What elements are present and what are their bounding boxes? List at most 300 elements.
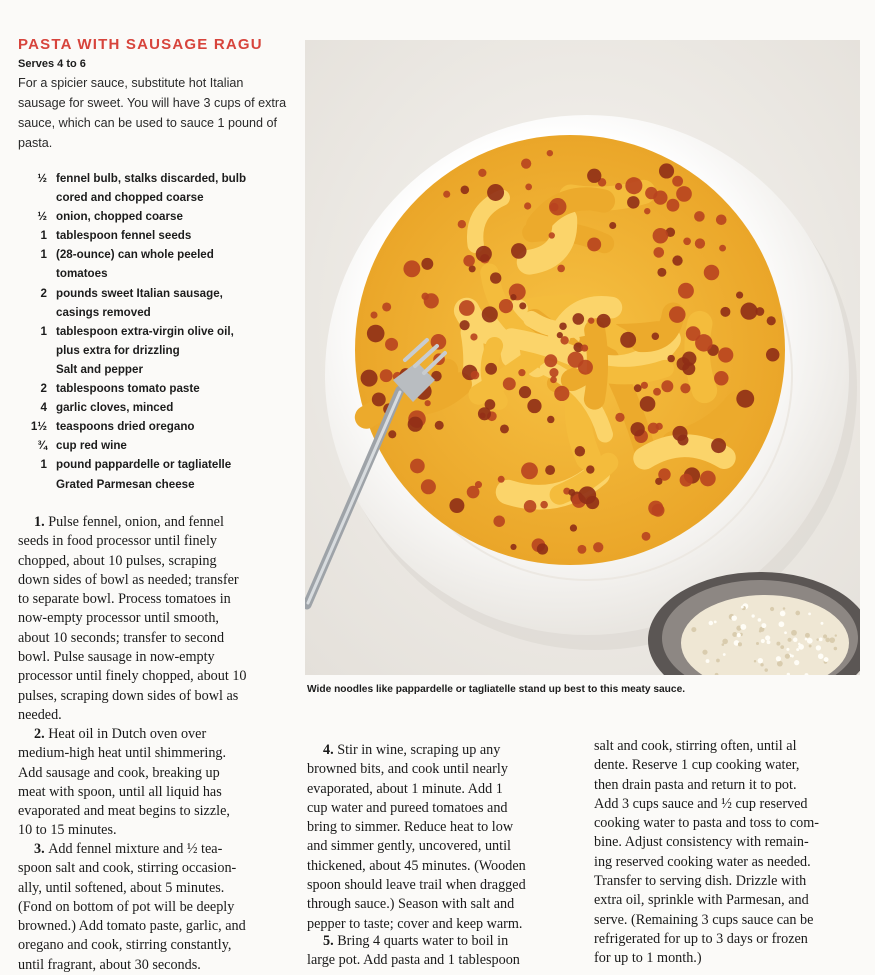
step-line: browned bits, and cook until nearly [307,761,508,778]
step-line: 2. Heat oil in Dutch oven over [34,726,207,742]
sausage-crumble [578,486,596,504]
sausage-crumble [609,222,616,229]
step-line: Transfer to serving dish. Drizzle with [594,873,807,890]
sausage-crumble [370,312,377,319]
ingredient-text: tablespoons tomato paste [56,382,200,396]
sausage-crumble [510,294,516,300]
parmesan-fleck [798,644,804,650]
step-line: 10 to 15 minutes. [18,822,117,839]
step-line: ing reserved cooking water as needed. [594,853,811,870]
ingredient-line [18,360,298,379]
sausage-crumble [648,501,663,516]
ingredient-quantity [18,360,56,379]
sausage-crumble [549,368,558,377]
pasta-ribbon [594,330,597,399]
parmesan-fleck [758,618,762,622]
step-line: cooking water to pasta and toss to com- [594,815,819,832]
sausage-crumble [625,177,642,194]
instruction-step [307,932,587,971]
instruction-step-continued [594,737,872,969]
sausage-crumble [460,320,470,330]
parmesan-fleck [779,621,785,627]
parmesan-fleck [821,622,824,625]
sausage-crumble [652,333,659,340]
parmesan-fleck [761,623,766,628]
ingredient-quantity: ¾ [37,439,47,453]
ingredient-quantity: 4 [40,401,47,415]
sausage-crumble [559,322,567,330]
sausage-crumble [537,543,548,554]
sausage-crumble [676,186,692,202]
sausage-crumble [667,355,674,362]
sausage-crumble [470,333,477,340]
parmesan-fleck [741,606,744,609]
step-line: processor until finely chopped, about 10 [18,668,247,685]
sausage-crumble [519,302,526,309]
parmesan-fleck [709,621,714,626]
parmesan-fleck [809,645,812,648]
ingredient-quantity: 1½ [30,420,47,434]
sausage-crumble [640,396,656,412]
ingredient-text: fennel bulb, stalks discarded, bulb [56,172,247,185]
step-line: until fragrant, about 30 seconds. [18,956,201,973]
step-line: pepper to taste; cover and keep warm. [307,915,523,932]
step-number: 5. [323,933,338,949]
sausage-crumble [575,446,585,456]
step-number: 4. [323,742,338,758]
sausage-crumble [766,348,779,361]
parmesan-fleck [764,668,767,671]
parmesan-fleck [794,660,799,665]
sausage-crumble [586,465,594,473]
ingredient-text: cored and chopped coarse [56,191,204,205]
sausage-crumble [554,386,569,401]
sausage-crumble [680,383,690,393]
parmesan-fleck [732,632,737,637]
parmesan-fleck [760,663,763,666]
sausage-crumble [471,371,480,380]
parmesan-fleck [793,638,797,642]
step-number: 1. [34,514,49,530]
step-line: serve. (Remaining 3 cups sauce can be [594,911,814,928]
step-line: now-empty processor until smooth, [18,610,219,627]
sausage-crumble [425,400,431,406]
sausage-crumble [642,532,651,541]
parmesan-fleck [795,611,800,616]
parmesan-fleck [756,642,759,645]
sausage-crumble [499,299,513,313]
parmesan-fleck [786,648,789,651]
sausage-crumble [549,232,555,238]
parmesan-fleck [737,633,741,637]
step-line: to separate bowl. Process tomatoes in [18,591,231,608]
ingredient-text: garlic cloves, minced [56,401,174,415]
sausage-crumble [557,265,565,273]
ingredient-quantity: 2 [40,286,47,300]
sausage-crumble [544,354,557,367]
sausage-crumble [653,228,669,244]
sausage-crumble [490,272,501,283]
parmesan-fleck [808,613,811,616]
step-line: (Fond on bottom of pot will be deeply [18,898,235,915]
sausage-crumble [578,360,593,375]
instruction-step [18,725,303,841]
sausage-crumble [549,198,566,215]
sausage-crumble [521,462,538,479]
sausage-crumble [385,338,398,351]
sausage-crumble [519,386,531,398]
step-line: large pot. Add pasta and 1 tablespoon [307,952,520,969]
ingredient-quantity [18,264,56,283]
sausage-crumble [593,542,603,552]
sausage-crumble [524,500,537,513]
sausage-crumble [653,388,661,396]
sausage-crumble [700,471,716,487]
sausage-crumble [408,417,423,432]
sausage-crumble [421,258,433,270]
parmesan-fleck [823,634,827,638]
sausage-crumble [511,243,527,259]
sausage-crumble [711,438,726,453]
sausage-crumble [547,416,554,423]
parmesan-fleck [722,643,725,646]
sausage-crumble [581,344,588,351]
sausage-crumble [487,184,504,201]
step-line: ally, until softened, about 5 minutes. [18,879,225,896]
parmesan-fleck [777,661,783,667]
ingredient-text: tablespoon extra-virgin olive oil, [56,324,234,338]
sausage-crumble [540,501,548,509]
parmesan-fleck [767,640,771,644]
parmesan-fleck [754,660,756,662]
sausage-crumble [718,347,733,362]
sausage-crumble [667,199,680,212]
step-line: evaporated and meat begins to sizzle, [18,803,230,820]
ingredient-quantity: ½ [37,172,47,185]
step-line: spoon should leave trail when dragged [307,877,526,894]
ingredient-line [18,417,298,436]
parmesan-fleck [716,659,720,663]
parmesan-fleck [691,627,696,632]
step-line: bowl. Pulse sausage in now-empty [18,649,215,666]
parmesan-fleck [819,637,823,641]
sausage-crumble [714,371,728,385]
parmesan-fleck [785,654,790,659]
sausage-crumble [443,191,450,198]
sausage-crumble [587,169,601,183]
step-line: Add 3 cups sauce and ½ cup reserved [594,795,808,812]
sausage-crumble [525,184,532,191]
sausage-crumble [382,302,391,311]
parmesan-fleck [805,633,810,638]
sausage-crumble [568,489,575,496]
step-number: 3. [34,841,49,857]
sausage-crumble [680,474,693,487]
sausage-crumble [403,260,420,277]
parmesan-fleck [784,631,787,634]
ingredient-line [18,341,298,360]
ingredient-quantity: 1 [40,229,47,243]
ingredient-text: Grated Parmesan cheese [56,477,195,491]
parmesan-fleck [783,607,786,610]
pasta-mound [355,135,785,565]
step-line: browned.) Add tomato paste, garlic, and [18,918,246,935]
ingredient-line [18,264,298,283]
ingredient-line [18,455,298,474]
sausage-crumble [577,545,586,554]
sausage-crumble [657,268,666,277]
parmesan-fleck [835,634,837,636]
parmesan-fleck [825,638,830,643]
parmesan-fleck [776,656,781,661]
sausage-crumble [478,407,491,420]
sausage-crumble [631,422,645,436]
parmesan-fleck [818,653,824,659]
parmesan-fleck [761,639,765,643]
sausage-crumble [620,332,636,348]
parmesan-fleck [723,653,726,656]
parmesan-fleck [714,620,717,623]
ingredient-text: teaspoons dried oregano [56,420,195,434]
step-line: medium-high heat until shimmering. [18,745,227,762]
step-line: cup water and pureed tomatoes and [307,799,508,816]
step-line: through sauce.) Season with salt and [307,896,515,913]
ingredient-line [18,169,298,188]
sausage-crumble [716,214,727,225]
step-line: refrigerated for up to 3 days or frozen [594,930,808,947]
parmesan-fleck [758,658,763,663]
sausage-crumble [388,430,396,438]
ingredient-text: pounds sweet Italian sausage, [56,286,223,300]
step-line: pulses, scraping down sides of bowl as [18,687,239,704]
step-line: then drain pasta and return it to pot. [594,776,797,793]
parmesan-fleck [787,638,791,642]
sausage-crumble [500,425,509,434]
sausage-crumble [682,352,696,366]
sausage-crumble [634,384,642,392]
parmesan-fleck [780,611,786,617]
step-line: chopped, about 10 pulses, scraping [18,552,217,569]
ingredient-quantity: 1 [40,324,47,338]
parmesan-fleck [791,655,794,658]
sausage-crumble [372,393,386,407]
ingredient-text: tablespoon fennel seeds [56,229,192,243]
parmesan-fleck [731,615,737,621]
sausage-crumble [421,479,436,494]
sausage-crumble [476,246,492,262]
parmesan-fleck [702,650,707,655]
sausage-crumble [510,544,516,550]
ingredient-line [18,303,298,322]
sausage-crumble [463,255,475,267]
sausage-crumble [361,370,378,387]
step-line: and simmer gently, uncovered, until [307,838,511,855]
recipe-title: PASTA WITH SAUSAGE RAGU [18,36,263,53]
ingredient-line [18,322,298,341]
step-line: needed. [18,706,62,723]
sausage-crumble [740,303,757,320]
step-line: 5. Bring 4 quarts water to boil in [323,933,509,949]
recipe-intro: For a spicier sauce, substitute hot Italian sausage for sweet. You will have 3 cups of extra sauce, which can be used to sauce 1 pound of pasta. [18,76,287,150]
step-line: evaporated, about 1 minute. Add 1 [307,780,503,797]
ingredient-line [18,226,298,245]
sausage-crumble [587,237,601,251]
sausage-crumble [695,334,712,351]
sausage-crumble [367,325,385,343]
sausage-crumble [482,306,498,322]
ingredient-line [18,436,298,455]
ingredient-line [18,398,298,417]
ingredient-text: (28-ounce) can whole peeled [56,248,214,262]
sausage-crumble [704,265,719,280]
parmesan-fleck [759,630,762,633]
ingredient-line [18,207,298,226]
parmesan-fleck [751,614,754,617]
instruction-step [18,513,303,725]
step-line: seeds in food processor until finely [18,533,217,550]
ingredient-quantity: 1 [40,248,47,262]
ingredient-quantity: ½ [37,210,47,224]
recipe-photo [305,40,860,675]
sausage-crumble [461,185,470,194]
sausage-crumble [435,421,444,430]
parmesan-fleck [807,638,813,644]
sausage-crumble [615,183,622,190]
ingredient-line [18,245,298,264]
ingredient-quantity [18,303,56,322]
step-line: about 10 seconds; transfer to second [18,629,225,646]
parmesan-fleck [776,642,780,646]
sausage-crumble [627,196,639,208]
sausage-crumble [719,245,726,252]
sausage-crumble [521,159,531,169]
sausage-crumble [424,293,439,308]
step-line: extra oil, sprinkle with Parmesan, and [594,892,809,909]
sausage-crumble [672,176,683,187]
pasta-ribbon [522,303,572,309]
step-line: 1. Pulse fennel, onion, and fennel [34,514,224,530]
parmesan-fleck [796,648,799,651]
ingredient-quantity [18,475,56,494]
sausage-crumble [655,478,662,485]
ingredient-text: tomatoes [56,267,108,281]
sausage-crumble [410,459,425,474]
sausage-crumble [653,247,664,258]
ingredient-line [18,188,298,207]
sausage-crumble [653,190,667,204]
sausage-crumble [478,169,486,177]
step-line: thickened, about 45 minutes. (Wooden [307,857,526,874]
parmesan-fleck [770,607,774,611]
sausage-crumble [659,163,674,178]
parmesan-fleck [765,635,770,640]
sausage-crumble [678,283,694,299]
parmesan-fleck [824,657,829,662]
sausage-crumble [695,238,705,248]
sausage-crumble [527,399,541,413]
step-line: meat with spoon, until all liquid has [18,783,222,800]
step-line: dente. Reserve 1 cup cooking water, [594,757,800,774]
recipe-servings: Serves 4 to 6 [18,58,86,70]
sausage-crumble [547,150,553,156]
step-line: 3. Add fennel mixture and ½ tea- [34,841,223,857]
sausage-crumble [615,413,624,422]
step-line: down sides of bowl as needed; transfer [18,571,239,588]
sausage-crumble [588,317,594,323]
sausage-crumble [458,220,466,228]
sausage-crumble [550,376,557,383]
sausage-crumble [683,237,691,245]
sausage-crumble [467,486,480,499]
step-line: bine. Adjust consistency with remain- [594,834,809,851]
parmesan-fleck [834,647,838,651]
sausage-crumble [767,316,776,325]
step-line: Add sausage and cook, breaking up [18,764,220,781]
parmesan-fleck [706,659,710,663]
parmesan-fleck [738,642,742,646]
ingredient-text: casings removed [56,305,151,319]
sausage-crumble [524,202,531,209]
pasta-dish-illustration [305,40,860,675]
sausage-crumble [485,363,497,375]
ingredient-quantity [18,341,56,360]
instruction-step [307,741,587,934]
sausage-crumble [449,498,464,513]
ingredient-line [18,475,298,494]
parmesan-fleck [829,637,835,643]
sausage-crumble [669,306,686,323]
parmesan-fleck [740,624,746,630]
sausage-crumble [736,292,743,299]
sausage-crumble [661,380,673,392]
parmesan-fleck [780,645,784,649]
sausage-crumble [694,211,705,222]
sausage-crumble [503,377,516,390]
parmesan-fleck [791,630,797,636]
sausage-crumble [498,476,505,483]
ingredient-line [18,284,298,303]
photo-caption: Wide noodles like pappardelle or tagliatelle stand up best to this meaty sauce. [307,684,686,695]
ingredient-list [18,169,298,494]
sausage-crumble [560,336,568,344]
sausage-crumble [644,208,650,214]
step-line: for up to 1 month.) [594,950,702,967]
ingredient-text: pound pappardelle or tagliatelle [56,458,232,472]
ingredient-quantity [18,188,56,207]
step-line: salt and cook, stirring often, until al [594,738,797,754]
sausage-crumble [570,524,577,531]
ingredient-quantity: 2 [40,382,47,396]
sausage-crumble [493,515,505,527]
step-line: oregano and cook, stirring constantly, [18,937,232,954]
instruction-step [18,840,303,975]
ingredient-text: onion, chopped coarse [56,210,183,224]
sausage-crumble [736,390,754,408]
step-line: 4. Stir in wine, scraping up any [323,742,501,758]
sausage-crumble [672,426,687,441]
parmesan-fleck [722,639,728,645]
sausage-crumble [518,369,525,376]
step-number: 2. [34,726,49,742]
step-line: bring to simmer. Reduce heat to low [307,819,514,836]
parmesan-fleck [816,638,818,640]
sausage-crumble [459,300,475,316]
ingredient-text: plus extra for drizzling [56,343,180,357]
ingredient-text: cup red wine [56,439,127,453]
ingredient-text: Salt and pepper [56,362,143,376]
parmesan-fleck [816,645,821,650]
sausage-crumble [572,313,584,325]
